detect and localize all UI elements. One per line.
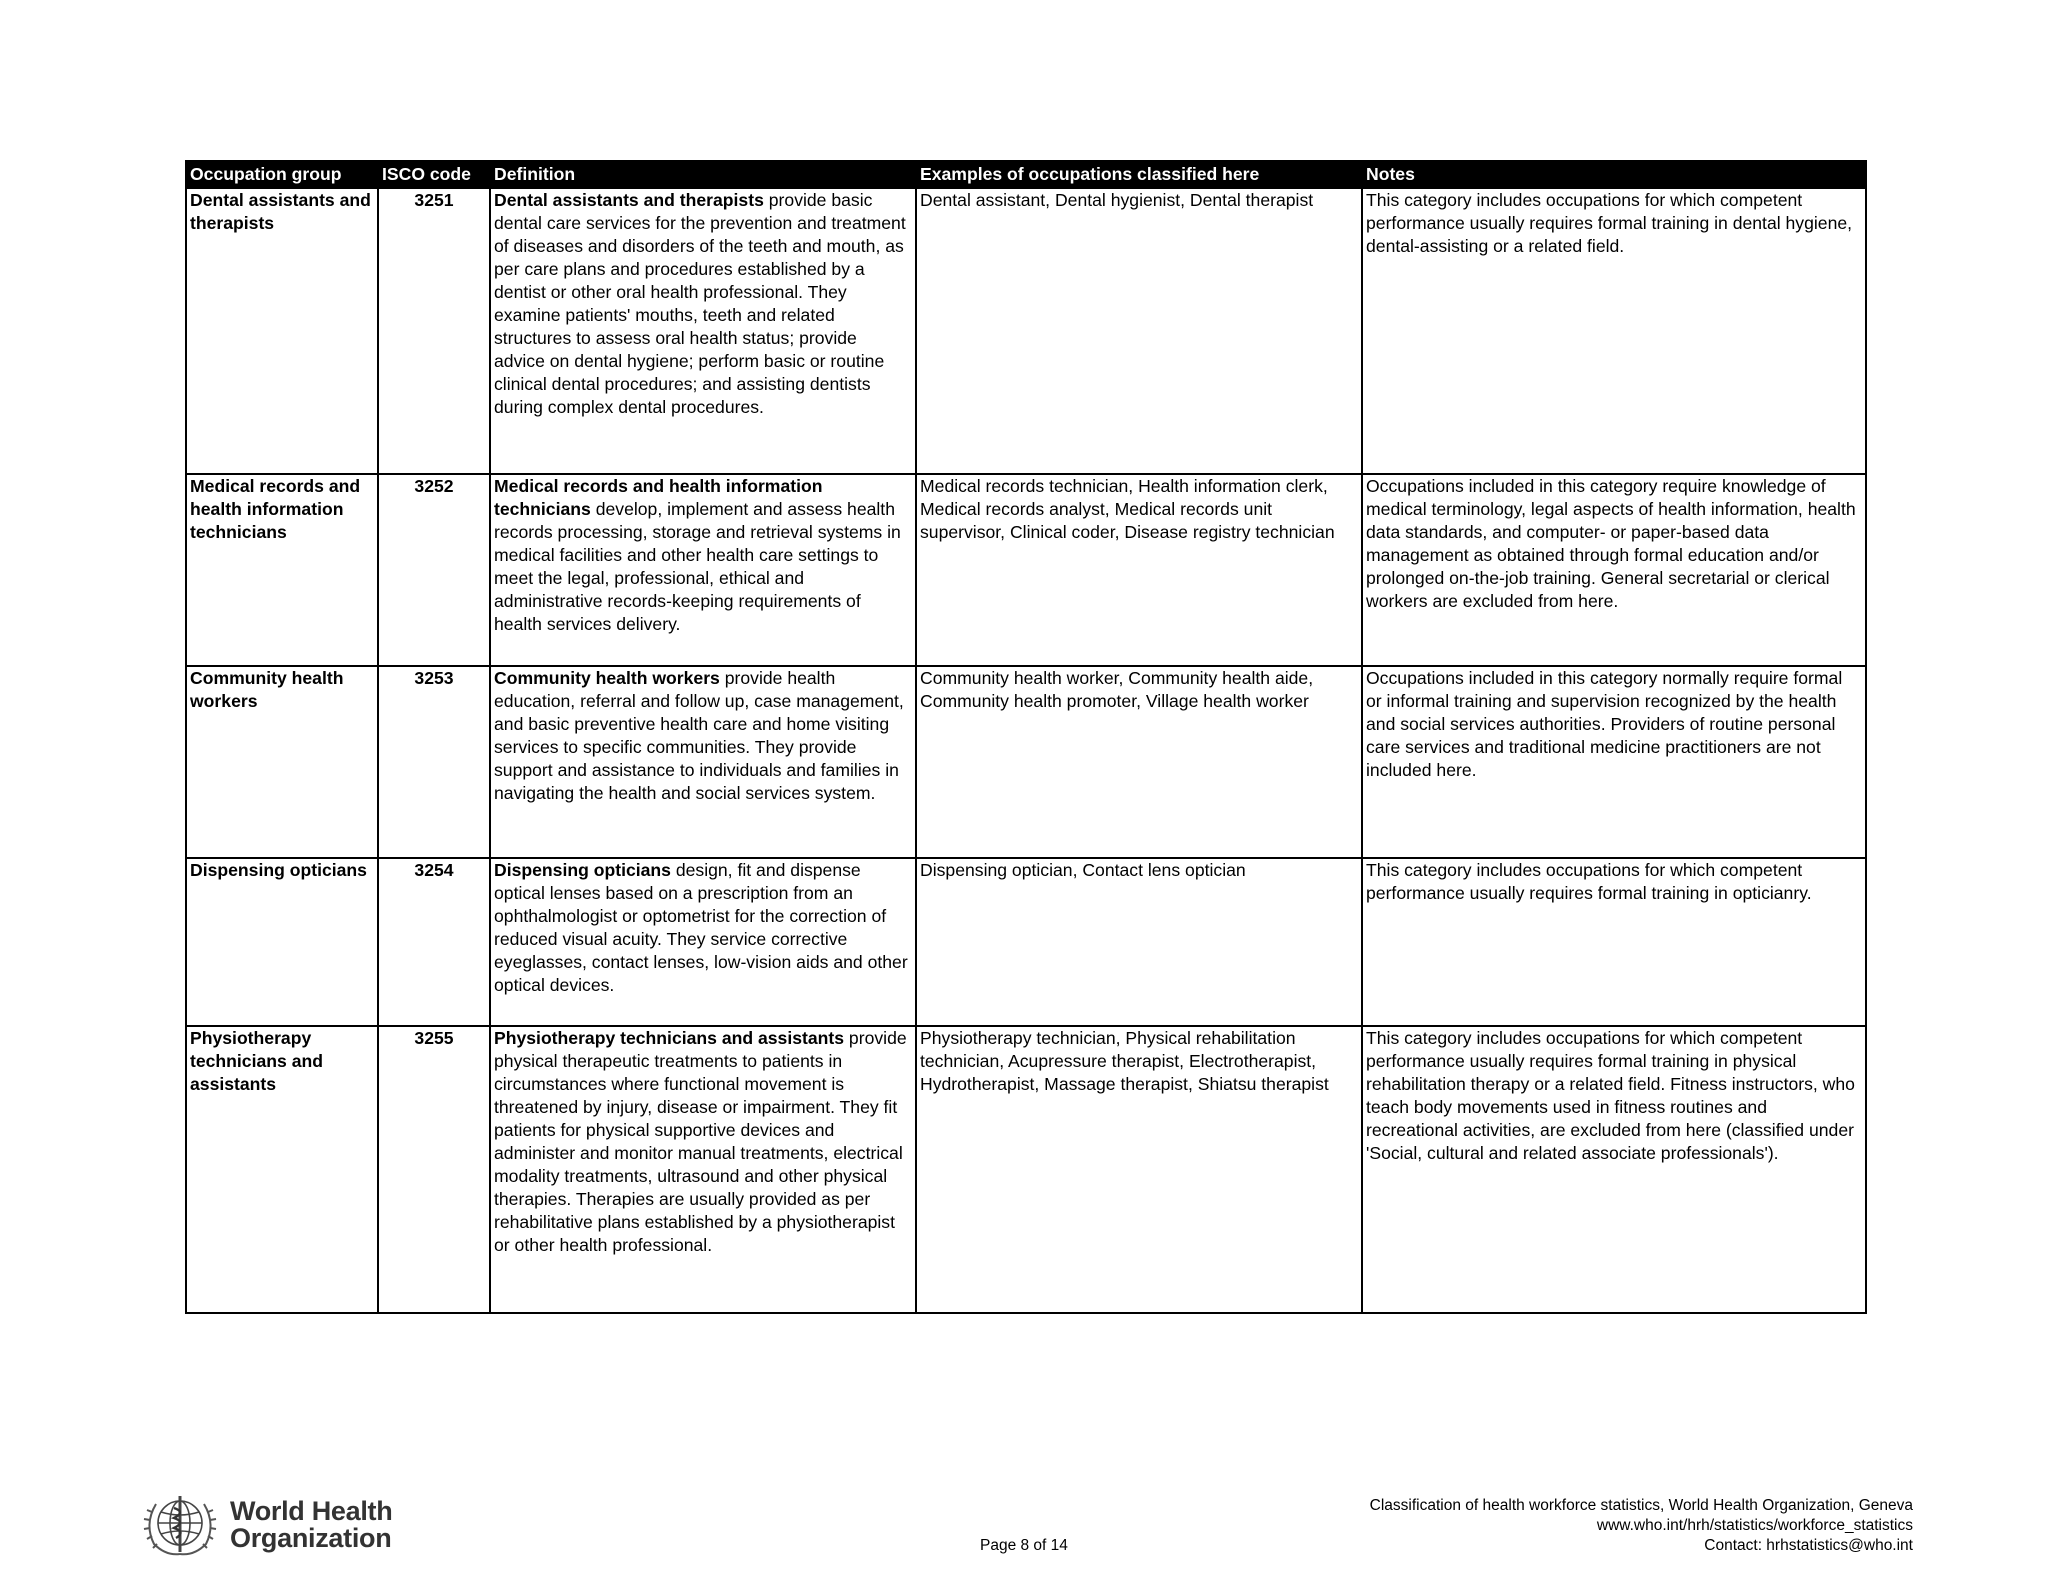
logo-line-2: Organization [230,1523,392,1553]
occupation-group-cell: Dental assistants and therapists [186,188,378,474]
who-emblem-icon [138,1490,222,1560]
occupation-table-container [185,160,1865,1314]
definition-text: develop, implement and assess health records processing, storage and retrieval systems in medical facilities and other health care settings to meet the legal, professional, ethical and administrative records-keeping requirements of health services delivery. [494,499,901,634]
table-row [186,188,1866,474]
isco-code-cell: 3254 [378,858,490,1026]
notes-cell: This category includes occupations for which competent performance usually requires formal training in opticianry. [1362,858,1866,1026]
definition-cell [490,858,916,1026]
examples-cell: Medical records technician, Health information clerk, Medical records analyst, Medical records unit supervisor, Clinical coder, Disease registry technician [916,474,1362,666]
page-number: Page 8 of 14 [980,1537,1068,1554]
table-row [186,666,1866,858]
isco-code-cell: 3252 [378,474,490,666]
occupation-group-cell: Medical records and health information technicians [186,474,378,666]
table-header-row [186,161,1866,188]
notes-cell: This category includes occupations for which competent performance usually requires formal training in dental hygiene, dental-assisting or a related field. [1362,188,1866,474]
occupation-group-cell: Physiotherapy technicians and assistants [186,1026,378,1313]
isco-code-cell: 3253 [378,666,490,858]
header-examples: Examples of occupations classified here [916,161,1362,188]
header-occupation-group: Occupation group [186,161,378,188]
notes-cell: Occupations included in this category require knowledge of medical terminology, legal aspects of health information, health data standards, and computer- or paper-based data management as obtained through formal education and/or prolonged on-the-job training. General secretarial or clerical workers are excluded from here. [1362,474,1866,666]
examples-cell: Dental assistant, Dental hygienist, Dental therapist [916,188,1362,474]
notes-cell: Occupations included in this category normally require formal or informal training and supervision recognized by the health and social services authorities. Providers of routine personal care services and traditional medicine practitioners are not included here. [1362,666,1866,858]
header-definition: Definition [490,161,916,188]
definition-text: design, fit and dispense optical lenses based on a prescription from an ophthalmologist or optometrist for the correction of reduced visual acuity. They service corrective eyeglasses, contact lenses, low-vision aids and other optical devices. [494,860,908,995]
isco-code-cell: 3251 [378,188,490,474]
footer-citation: Classification of health workforce statistics, World Health Organization, Geneva [1369,1497,1913,1514]
logo-line-1: World Health [230,1496,393,1526]
occupation-table [185,160,1867,1314]
definition-cell [490,474,916,666]
examples-cell: Community health worker, Community health aide, Community health promoter, Village health worker [916,666,1362,858]
notes-cell: This category includes occupations for which competent performance usually requires formal training in physical rehabilitation therapy or a related field. Fitness instructors, who teach body movements used in fitness routines and recreational activities, are excluded from here (classified under 'Social, cultural and related associate professionals'). [1362,1026,1866,1313]
definition-text: provide physical therapeutic treatments to patients in circumstances where functional movement is threatened by injury, disease or impairment. They fit patients for physical supportive devices and administer and monitor manual treatments, electrical modality treatments, ultrasound and other physical therapies. Therapies are usually provided as per rehabilitative plans established by a physiotherapist or other health professional. [494,1028,907,1255]
isco-code-cell: 3255 [378,1026,490,1313]
examples-cell: Physiotherapy technician, Physical rehabilitation technician, Acupressure therapist, Electrotherapist, Hydrotherapist, Massage therapist, Shiatsu therapist [916,1026,1362,1313]
footer-citation-block [1370,1496,1913,1556]
definition-cell [490,1026,916,1313]
table-row [186,474,1866,666]
definition-lead: Community health workers [494,668,720,688]
occupation-group-cell: Dispensing opticians [186,858,378,1026]
footer-url: www.who.int/hrh/statistics/workforce_statistics [1596,1517,1913,1534]
who-logo [138,1490,392,1560]
who-logo-text [230,1498,392,1552]
header-isco-code: ISCO code [378,161,490,188]
definition-cell [490,188,916,474]
occupation-group-cell: Community health workers [186,666,378,858]
footer-contact: Contact: hrhstatistics@who.int [1704,1537,1913,1554]
header-notes: Notes [1362,161,1866,188]
definition-text: provide health education, referral and follow up, case management, and basic preventive health care and home visiting services to specific communities. They provide support and assistance to individuals and families in navigating the health and social services system. [494,668,904,803]
table-row [186,858,1866,1026]
definition-cell [490,666,916,858]
examples-cell: Dispensing optician, Contact lens optician [916,858,1362,1026]
definition-lead: Dental assistants and therapists [494,190,764,210]
definition-text: provide basic dental care services for the prevention and treatment of diseases and disorders of the teeth and mouth, as per care plans and procedures established by a dentist or other oral health professional. They examine patients' mouths, teeth and related structures to assess oral health status; provide advice on dental hygiene; perform basic or routine clinical dental procedures; and assisting dentists during complex dental procedures. [494,190,906,417]
definition-lead: Physiotherapy technicians and assistants [494,1028,845,1048]
definition-lead: Dispensing opticians [494,860,671,880]
table-row [186,1026,1866,1313]
definition-lead: Medical records and health information technicians [494,476,823,519]
